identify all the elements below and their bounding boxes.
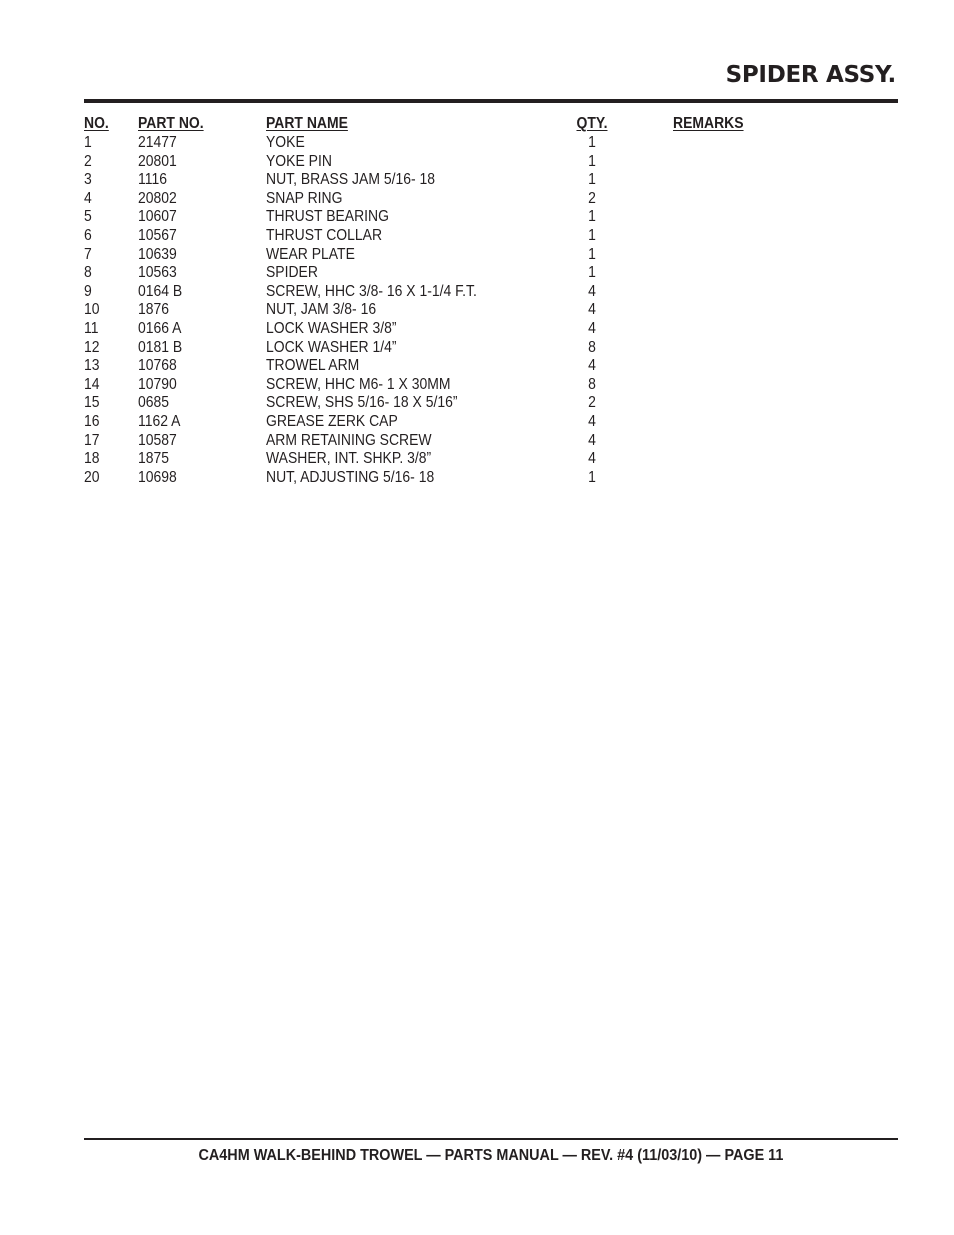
top-divider	[84, 99, 898, 103]
cell-qty: 1	[588, 468, 596, 486]
cell-part-name: SCREW, HHC 3/8- 16 X 1-1/4 F.T.	[266, 282, 477, 300]
cell-part-no: 0685	[138, 394, 170, 412]
cell-qty: 4	[588, 450, 596, 468]
cell-no: 15	[84, 394, 100, 412]
cell-qty: 1	[588, 152, 596, 170]
table-row	[84, 134, 898, 153]
cell-part-name: WEAR PLATE	[266, 245, 355, 263]
cell-part-name: SCREW, HHC M6- 1 X 30MM	[266, 375, 451, 393]
cell-part-no: 20802	[138, 189, 177, 207]
cell-no: 12	[84, 338, 100, 356]
cell-part-name: LOCK WASHER 3/8”	[266, 319, 397, 337]
cell-part-no: 1875	[138, 450, 170, 468]
cell-part-no: 21477	[138, 134, 177, 151]
cell-qty: 1	[588, 171, 596, 189]
cell-part-no: 10698	[138, 468, 177, 486]
cell-part-no: 20801	[138, 152, 177, 170]
cell-no: 17	[84, 431, 100, 449]
cell-no: 9	[84, 282, 92, 300]
cell-part-name: NUT, ADJUSTING 5/16- 18	[266, 468, 435, 486]
table-row	[84, 264, 898, 283]
header-no: NO.	[84, 115, 109, 132]
cell-qty: 1	[588, 245, 596, 263]
cell-part-no: 10587	[138, 431, 177, 449]
footer-text: CA4HM WALK-BEHIND TROWEL — PARTS MANUAL — REV. #4 (11/03/10) — PAGE 11	[198, 1147, 784, 1164]
cell-no: 11	[84, 319, 99, 337]
cell-qty: 2	[588, 394, 596, 412]
cell-part-name: YOKE	[266, 134, 305, 151]
cell-part-name: TROWEL ARM	[266, 357, 360, 375]
cell-part-name: NUT, JAM 3/8- 16	[266, 301, 377, 319]
cell-qty: 1	[588, 264, 596, 282]
cell-part-no: 10563	[138, 264, 177, 282]
cell-no: 1	[84, 134, 92, 151]
cell-no: 18	[84, 450, 100, 468]
cell-no: 6	[84, 226, 92, 244]
table-row	[84, 190, 898, 209]
table-row	[84, 432, 898, 451]
cell-qty: 8	[588, 338, 596, 356]
cell-part-name: THRUST COLLAR	[266, 226, 383, 244]
cell-part-no: 10790	[138, 375, 177, 393]
header-qty: QTY.	[576, 115, 608, 132]
cell-qty: 1	[588, 134, 596, 151]
cell-qty: 4	[588, 431, 596, 449]
cell-no: 13	[84, 357, 100, 375]
header-remarks: REMARKS	[673, 115, 744, 132]
cell-part-no: 10607	[138, 208, 177, 226]
page-title: SPIDER ASSY.	[725, 62, 896, 88]
cell-no: 14	[84, 375, 100, 393]
cell-part-name: GREASE ZERK CAP	[266, 412, 398, 430]
cell-no: 16	[84, 412, 100, 430]
table-row	[84, 246, 898, 265]
table-header-row	[84, 114, 898, 134]
cell-part-name: THRUST BEARING	[266, 208, 389, 226]
cell-part-name: SPIDER	[266, 264, 318, 282]
cell-qty: 8	[588, 375, 596, 393]
cell-no: 4	[84, 189, 92, 207]
cell-qty: 4	[588, 301, 596, 319]
cell-no: 5	[84, 208, 92, 226]
table-row	[84, 227, 898, 246]
cell-no: 3	[84, 171, 92, 189]
table-row	[84, 394, 898, 413]
table-row	[84, 283, 898, 302]
cell-qty: 1	[588, 226, 596, 244]
bottom-divider	[84, 1138, 898, 1140]
cell-part-no: 0164 B	[138, 282, 183, 300]
cell-part-no: 1162 A	[138, 412, 181, 430]
table-row	[84, 413, 898, 432]
table-row	[84, 469, 898, 488]
cell-part-no: 10567	[138, 226, 177, 244]
cell-part-no: 1876	[138, 301, 170, 319]
table-row	[84, 208, 898, 227]
table-row	[84, 339, 898, 358]
cell-part-no: 0166 A	[138, 319, 182, 337]
cell-part-name: ARM RETAINING SCREW	[266, 431, 432, 449]
cell-part-no: 10639	[138, 245, 177, 263]
cell-no: 8	[84, 264, 92, 282]
cell-part-no: 1116	[138, 171, 167, 189]
cell-no: 20	[84, 468, 100, 486]
cell-no: 10	[84, 301, 100, 319]
table-row	[84, 357, 898, 376]
cell-part-name: YOKE PIN	[266, 152, 332, 170]
header-part-no: PART NO.	[138, 115, 204, 132]
cell-qty: 4	[588, 319, 596, 337]
table-row	[84, 320, 898, 339]
cell-qty: 4	[588, 282, 596, 300]
table-row	[84, 301, 898, 320]
table-row	[84, 171, 898, 190]
header-part-name: PART NAME	[266, 115, 348, 132]
cell-part-no: 10768	[138, 357, 177, 375]
cell-part-no: 0181 B	[138, 338, 183, 356]
table-row	[84, 153, 898, 172]
table-row	[84, 376, 898, 395]
parts-table	[84, 114, 898, 487]
cell-part-name: LOCK WASHER 1/4”	[266, 338, 397, 356]
cell-part-name: SCREW, SHS 5/16- 18 X 5/16”	[266, 394, 458, 412]
cell-qty: 4	[588, 412, 596, 430]
page-footer	[84, 1147, 898, 1165]
cell-qty: 1	[588, 208, 596, 226]
cell-part-name: SNAP RING	[266, 189, 343, 207]
cell-no: 7	[84, 245, 92, 263]
cell-qty: 4	[588, 357, 596, 375]
table-body	[84, 134, 898, 487]
cell-part-name: WASHER, INT. SHKP. 3/8”	[266, 450, 432, 468]
cell-qty: 2	[588, 189, 596, 207]
table-row	[84, 450, 898, 469]
cell-part-name: NUT, BRASS JAM 5/16- 18	[266, 171, 436, 189]
cell-no: 2	[84, 152, 92, 170]
